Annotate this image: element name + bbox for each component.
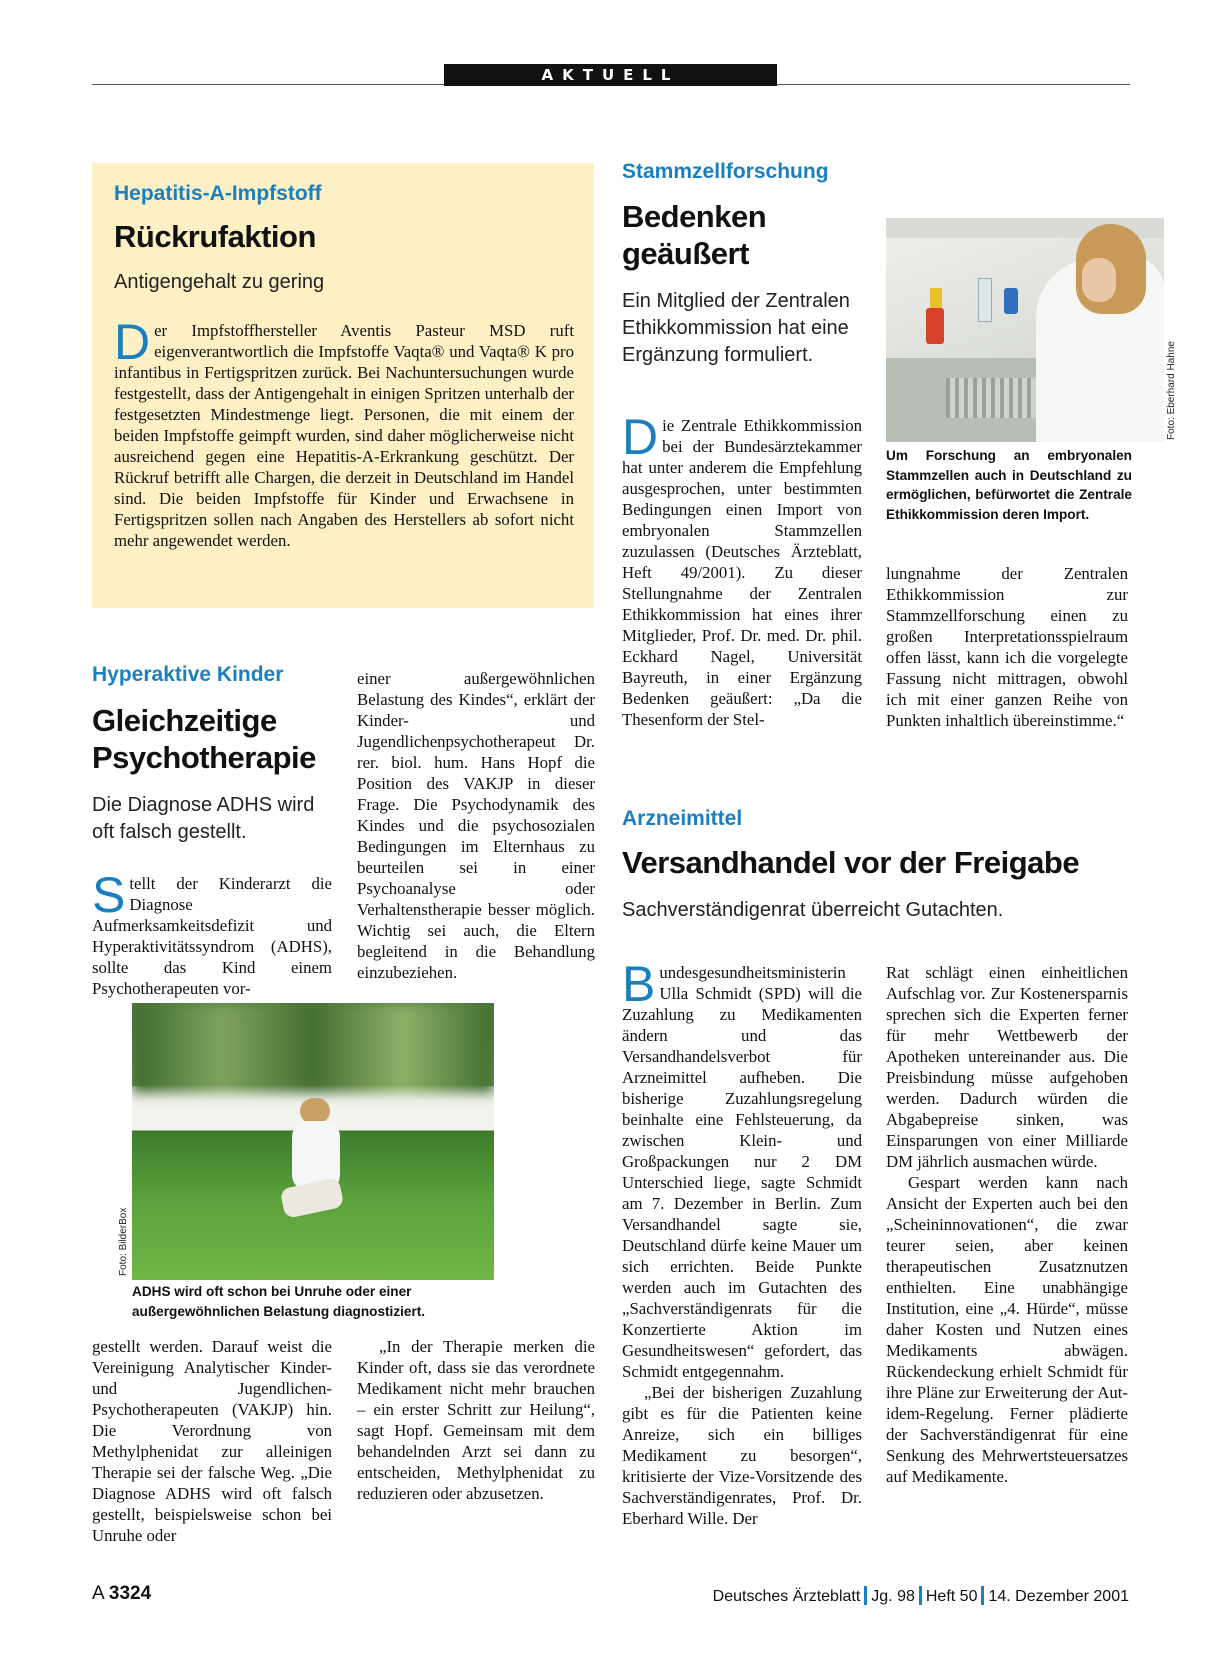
arznei-col-1-paragraph: [622, 956, 862, 1382]
separator: [864, 1586, 867, 1605]
researcher-face: [1082, 258, 1116, 302]
bottle-clear: [978, 278, 992, 322]
arznei-kicker: Arzneimittel: [622, 807, 743, 830]
arznei-col-1: [622, 956, 862, 1529]
drop-cap: D: [622, 409, 659, 465]
adhs-col-2-bottom: [357, 1336, 595, 1504]
journal-date: 14. Dezember 2001: [988, 1588, 1129, 1605]
hepatitis-kicker: Hepatitis-A-Impfstoff: [114, 182, 322, 205]
stammzell-headline: [622, 198, 877, 272]
adhs-headline-line-1: Gleichzeitige: [92, 703, 277, 738]
adhs-deck: Die Diagnose ADHS wird oft falsch gestellt.: [92, 794, 315, 843]
journal-name: Deutsches Ärzteblatt: [712, 1588, 861, 1605]
drop-cap: B: [622, 956, 656, 1012]
stammzell-col-1-text: ie Zentrale Ethikkommission bei der Bundesärztekammer hat unter anderem die Empfehlung ausgesprochen, unter bestimmten Bedingungen einen Import von embryonalen Stammzellen zuzulassen (Deutsches Ärzteblatt, Heft 49/2001). Zu dieser Stellungnahme der Zentralen Ethikkommission hat eines ihrer Mitglieder, Prof. Dr. med. Dr. phil. Eckhard Nagel, Universität Bayreuth, in einer Ergänzung Bedenken geäußert: „Da die Thesenform der Stel-: [622, 416, 862, 729]
separator: [981, 1586, 984, 1605]
child-photo-caption: ADHS wird oft schon bei Unruhe oder einer außergewöhnlichen Belastung diagnostiziert.: [132, 1284, 426, 1319]
hepatitis-article: [114, 182, 574, 551]
bottle-blue: [1004, 288, 1018, 314]
section-label: AKTUELL: [444, 64, 777, 86]
separator: [919, 1586, 922, 1605]
child-photo: [132, 1003, 494, 1280]
arznei-col-2: [886, 962, 1128, 1487]
hepatitis-headline: Rückrufaktion: [114, 219, 316, 254]
arznei-deck: Sachverständigenrat überreicht Gutachten.: [622, 899, 1004, 921]
bottle-red: [926, 308, 944, 344]
photo-tree-blur: [132, 1003, 494, 1093]
adhs-header: [92, 663, 332, 846]
stammzell-col-2: lungnahme der Zentralen Ethikkommission zur Stammzellforschung einen zu großen Interpretationsspielraum offen lässt, kann ich die vorgelegte Fassung nicht mittragen, obwohl ich mit einer ganzen Reihe von Punkten inhaltlich übereinstimme.“: [886, 564, 1128, 730]
arznei-col-2-p2: Gespart werden kann nach Ansicht der Experten auch bei den „Scheininnovationen“, die zwar teurer seien, aber keinen therapeutischen Zusatznutzen enthielten. Eine unabhängige Institution, eine „4. Hürde“, müsse daher Kosten und Nutzen eines Medikaments abwägen. Rückendeckung erhielt Schmidt für ihre Pläne zur Erweiterung der Aut-idem-Regelung. Ferner plädierte der Sachverständigenrat für eine Senkung des Mehrwertsteuersatzes auf Medikamente.: [886, 1173, 1128, 1486]
adhs-col-1-top-text: tellt der Kinderarzt die Diagnose Aufmerksamkeitsdefizit und Hyperaktivitätssyndrom (ADHS), sollte das Kind einem Psychotherapeuten vor-: [92, 874, 332, 998]
page-number: [92, 1583, 151, 1605]
stammzell-kicker: Stammzellforschung: [622, 160, 829, 183]
adhs-col-2-top: einer außergewöhnlichen Belastung des Kindes“, erklärt der Kinder- und Jugendlichenpsychotherapeut Dr. rer. biol. hum. Hans Hopf die Position des VAKJP in dieser Frage. Die Psychodynamik des Kindes und die psychosozialen Bedingungen im Elternhaus zu beurteilen sei in einer Psychoanalyse oder Verhaltenstherapie besser möglich. Wichtig sei auch, die Eltern begleitend in die Behandlung einzubeziehen.: [357, 669, 595, 982]
adhs-headline-line-2: Psychotherapie: [92, 740, 316, 775]
adhs-col-1-bottom: gestellt werden. Darauf weist die Vereinigung Analytischer Kinder- und Jugendlichen-Psychotherapeuten (VAKJP) hin. Die Verordnung von Methylphenidat zur alleinigen Therapie sei der falsche Weg. „Die Diagnose ADHS wird oft falsch gestellt, beispielsweise schon bei Unruhe oder: [92, 1337, 332, 1545]
bottle-yellow: [930, 288, 942, 308]
arznei-col-1-p2: „Bei der bisherigen Zuzahlung gibt es für die Patienten keine Anreize, sich ein billiges Medikament zu besorgen“, kritisierte der Vize-Vorsitzende des Sachverständigenrates, Prof. Dr. Eberhard Wille. Der: [622, 1383, 862, 1528]
stammzell-deck: Ein Mitglied der Zentralen Ethikkommission hat eine Ergänzung formuliert.: [622, 290, 850, 366]
journal-info: [713, 1586, 1129, 1606]
adhs-headline: [92, 702, 332, 776]
page-prefix: A: [92, 1583, 104, 1604]
arznei-headline: Versandhandel vor der Freigabe: [622, 845, 1080, 880]
journal-issue: Heft 50: [925, 1588, 978, 1605]
child-photo-credit: Foto: BilderBox: [118, 1207, 129, 1276]
page-number-value: 3324: [108, 1583, 152, 1604]
stammzell-headline-line-2: geäußert: [622, 236, 749, 271]
adhs-col-2-bottom-text: „In der Therapie merken die Kinder oft, dass sie das verordnete Medikament nicht mehr brauchen – ein erster Schritt zur Heilung“, sagt Hopf. Gemeinsam mit dem behandelnden Arzt sei dann zu entscheiden, Methylphenidat zu reduzieren oder abzusetzen.: [357, 1337, 595, 1503]
lab-photo-credit: Foto: Eberhard Hahne: [1166, 341, 1177, 440]
stammzell-col-1: [622, 409, 862, 730]
child-legs: [280, 1177, 345, 1219]
arznei-col-1-p1: undesgesundheitsministerin Ulla Schmidt (SPD) will die Zuzahlung zu Medikamenten ändern und das Versandhandelsverbot für Arzneimittel aufheben. Die bisherige Zuzahlungsregelung beinhalte eine Fehlsteuerung, da zwischen Klein- und Großpackungen nur 2 DM Unterschied liege, sagte Schmidt am 7. Dezember in Berlin. Zum Versandhandel sagte sie, Deutschland dürfe keine Mauer um sich errichten. Beide Punkte werden auch im Gutachten des „Sachverständigenrats für die Konzertierte Aktion im Gesundheitswesen“ gefordert, das Schmidt entgegennahm.: [622, 963, 862, 1381]
stammzell-header: [622, 160, 877, 369]
adhs-col-1-top: [92, 867, 332, 999]
arznei-col-2-p1: Rat schlägt einen einheitlichen Aufschlag vor. Zur Kostenersparnis sprechen sich die Experten ferner für mehr Wettbewerb der Apotheken untereinander aus. Die Preisbindung müsse aufgehoben werden. Dadurch würden die Abgabepreise sinken, was Einsparungen von einer Milliarde DM jährlich ausmachen würde.: [886, 963, 1128, 1171]
hepatitis-body-text: [114, 314, 574, 551]
lab-photo-caption: Um Forschung an embryonalen Stammzellen auch in Deutschland zu ermöglichen, befürwortet die Zentrale Ethikkommission deren Import.: [886, 448, 1132, 522]
hepatitis-body: er Impfstoffhersteller Aventis Pasteur MSD ruft eigenverantwortlich die Impfstoffe Vaqta® und Vaqta® K pro infantibus in Fertigspritzen zurück. Bei Nachuntersuchungen wurde festgestellt, dass der Antigengehalt in einigen Spritzen unterhalb der festgesetzten Mindestmenge liegt. Personen, die mit einem der beiden Impfstoffe geimpft wurden, sind daher möglicherweise nicht ausreichend gegen eine Hepatitis-A-Erkrankung geschützt. Der Rückruf betrifft alle Chargen, die derzeit in Deutschland im Handel sind. Die beiden Impfstoffe für Kinder und Erwachsene in Fertigspritzen sollen nach Angaben des Herstellers ab sofort nicht mehr angewendet werden.: [114, 321, 574, 550]
stammzell-headline-line-1: Bedenken: [622, 199, 767, 234]
lab-photo: [886, 218, 1164, 442]
drop-cap: D: [114, 314, 151, 370]
journal-volume: Jg. 98: [871, 1588, 915, 1605]
drop-cap: S: [92, 867, 126, 923]
hepatitis-deck: Antigengehalt zu gering: [114, 271, 325, 293]
arznei-header: [622, 807, 1142, 924]
adhs-kicker: Hyperaktive Kinder: [92, 663, 284, 686]
